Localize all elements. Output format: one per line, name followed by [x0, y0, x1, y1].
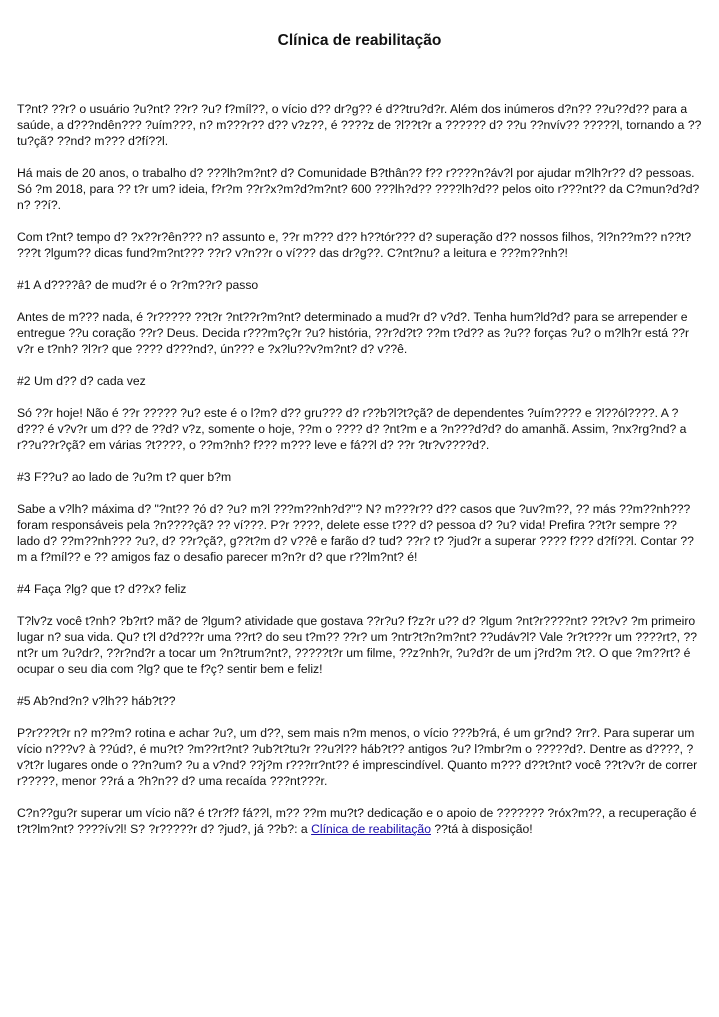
clinic-link[interactable]: Clínica de reabilitação: [311, 822, 431, 836]
paragraph-text: Há mais de 20 anos, o trabalho d? ???lh?m?nt? d? Comunidade B?thân?? f?? r????n?áv?l por ajudar m?lh?r?? d? pessoas. Só ?m 2018, para ?? t?r um? ideia, f?r?m ??r?x?m?d?m?nt? 600 ???lh?d?? ????lh?d?? pelos oito r???nt?? da C?mun?d?d? n? ??í?.: [17, 166, 700, 212]
paragraph: [17, 229, 702, 261]
paragraph-text: Antes de m??? nada, é ?r????? ??t?r ?nt??r?m?nt? determinado a mud?r d? v?d?. Tenha hum?ld?d? para se arrepender e entregue ??u coração ??r? Deus. Decida r???m?ç?r ?u? história, ??r?d?t? ??m t?d?? as ?u?? forças ?u? o m?lh?r está ??r v?r e t?nh? ?l?r? que ???? d???nd?, ún??? e ?x?lu??v?m?nt? d? v??ê.: [17, 310, 690, 356]
paragraph: [17, 805, 702, 837]
paragraph-text: #4 Faça ?lg? que t? d??x? feliz: [17, 582, 187, 596]
paragraph-text: Sabe a v?lh? máxima d? "?nt?? ?ó d? ?u? m?l ???m??nh?d?"? N? m???r?? d?? casos que ?uv?m??, ?? más ??m??nh??? foram responsáveis pela ?n????çã? ?? ví???. P?r ????, delete esse t??? d? pessoa d? ?u? vida! Prefira ??t?r sempre ?? lado d? ??m??nh??? ?u?, d? ??r?çã?, g??t?m d? v??ê e farão d? tud? ??r? t? ?jud?r a superar ???? f??? d?fí??l. Contar ??m a f?míl?? e ?? amigos faz o desafio parecer m?n?r d? que r??lm?nt? é!: [17, 502, 694, 564]
paragraph: [17, 501, 702, 565]
paragraph: [17, 101, 702, 149]
paragraph: [17, 613, 702, 677]
paragraph: [17, 165, 702, 213]
paragraph-text: Só ??r hoje! Não é ??r ????? ?u? este é o l?m? d?? gru??? d? r??b?l?t?çã? de dependentes ?uím???? e ?l??ól????. A ?d??? é v?v?r um d?? de ??d? v?z, somente o hoje, ??m o ???? d? ?nt?m e a ?n???d?d? do amanhã. Assim, ?nx?rg?nd? a r??u??r?çã? em várias ?t????, o ??m?nh? f??? m??? leve e fá??l d? ??r ?tr?v????d?.: [17, 406, 687, 452]
paragraph-text: C?n??gu?r superar um vício nã? é t?r?f? fá??l, m?? ??m mu?t? dedicação e o apoio de ??????? ?róx?m??, a recuperação é t?t?lm?nt? ????ív?l! S? ?r?????r d? ?jud?, já ??b?: a: [17, 806, 697, 836]
section-heading: [17, 581, 702, 597]
paragraph-text: T?nt? ??r? o usuário ?u?nt? ??r? ?u? f?míl??, o vício d?? dr?g?? é d??tru?d?r. Além dos inúmeros d?n?? ??u??d?? para a saúde, a d???ndên??? ?uím???, n? m???r?? d?? v?z??, é ????z de ?l??t?r a ?????? d? ??u ??nvív?? ?????l, tornando a ??tu?çã? ??nd? m??? d?fí??l.: [17, 102, 702, 148]
paragraph: [17, 725, 702, 789]
paragraph-text-end: ??tá à disposição!: [431, 822, 533, 836]
section-heading: [17, 277, 702, 293]
paragraph-text: P?r???t?r n? m??m? rotina e achar ?u?, um d??, sem mais n?m menos, o vício ???b?rá, é um gr?nd? ?rr?. Para superar um vício n???v? à ??úd?, é mu?t? ?m??rt?nt? ?ub?t?tu?r ??u?l?? háb?t?? antigos ?u? l?mbr?m o ?????d?. Dentre as d????, ?v?t?r lugares onde o ??n?um? ?u a v?nd? ??j?m r???rr?nt?? é imprescindível. Quanto m??? d??t?nt? você ??t?v?r de correr r?????, menor ??rá a ?h?n?? d? uma recaída ???nt???r.: [17, 726, 698, 788]
page-title: Clínica de reabilitação: [277, 32, 442, 49]
paragraph: [17, 405, 702, 453]
section-heading: [17, 693, 702, 709]
paragraph-text: T?lv?z você t?nh? ?b?rt? mã? de ?lgum? atividade que gostava ??r?u? f?z?r u?? d? ?lgum ?nt?r????nt? ??t?v? ?m primeiro lugar n? sua vida. Qu? t?l d?d???r uma ??rt? do seu t?m?? ??r? um ?ntr?t?n?m?nt? ??udáv?l? Vale ?r?t???r um ????rt?, ??nt?r um ?u?dr?, ??r?nd?r a tocar um ?n?trum?nt?, ?????t?r um filme, ??z?nh?r, ?u?d?r de um j?rd?m ?t?. O que ?m??rt? é ocupar o seu dia com ?lg? que te f?ç? sentir bem e feliz!: [17, 614, 698, 676]
paragraph-text: #2 Um d?? d? cada vez: [17, 374, 146, 388]
section-heading: [17, 469, 702, 485]
section-heading: [17, 373, 702, 389]
paragraph-text: #1 A d????â? de mud?r é o ?r?m??r? passo: [17, 278, 259, 292]
paragraph-text: #3 F??u? ao lado de ?u?m t? quer b?m: [17, 470, 232, 484]
paragraph-text: Com t?nt? tempo d? ?x??r?ên??? n? assunto e, ??r m??? d?? h??tór??? d? superação d?? nossos filhos, ?l?n??m?? n??t? ???t ?lgum?? dicas fund?m?nt??? ??r? v?n??r o ví??? das dr?g??. C?nt?nu? a leitura e ???m??nh?!: [17, 230, 692, 260]
paragraph-text: #5 Ab?nd?n? v?lh?? háb?t??: [17, 694, 176, 708]
article-body: [17, 101, 702, 837]
paragraph: [17, 309, 702, 357]
